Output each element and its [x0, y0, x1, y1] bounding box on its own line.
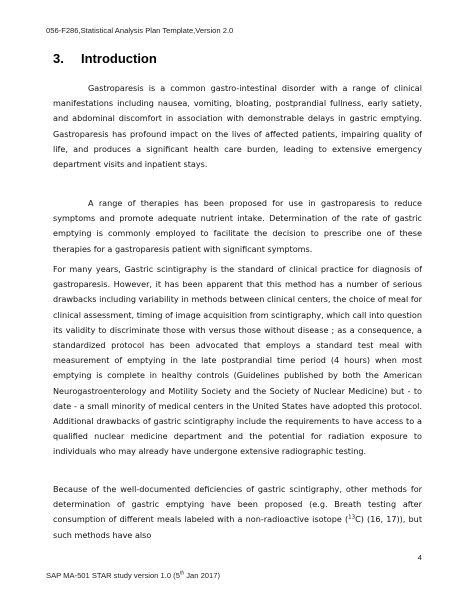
isotope-superscript: 13	[348, 514, 356, 521]
paragraph	[53, 482, 422, 543]
section-number: 3.	[53, 51, 64, 66]
page-header: 056-F286,Statistical Analysis Plan Template,Version 2.0	[46, 26, 234, 35]
section-heading	[53, 51, 157, 66]
paragraph	[53, 262, 422, 460]
paragraph	[53, 196, 422, 257]
page-footer	[46, 571, 220, 580]
footer-superscript: th	[179, 570, 185, 577]
section-title: Introduction	[81, 51, 157, 66]
footer-text: SAP MA-501 STAR study version 1.0 (5	[46, 571, 180, 580]
paragraph	[53, 81, 422, 172]
paragraph-text: Gastroparesis is a common gastro-intestinal disorder with a range of clinical manifestations including nausea, vomiting, bloating, postprandial fullness, early satiety, and abdominal discomfort in association with demonstrable delays in gastric emptying. Gastroparesis has profound impact on the lives of affected patients, impairing quality of life, and produces a significant health care burden, leading to extensive emergency department visits and inpatient stays.	[53, 83, 422, 170]
paragraph-text: Because of the well-documented deficiencies of gastric scintigraphy, other methods for determination of gastric emptying have been proposed (e.g. Breath testing after consumption of different meals labeled with a non-radioactive isotope (	[53, 484, 422, 525]
paragraph-text: For many years, Gastric scintigraphy is the standard of clinical practice for diagnosis of gastroparesis. However, it has been apparent that this method has a number of serious drawbacks including variability in methods between clinical centers, the choice of meal for clinical assessment, timing of image acquisition from scintigraphy, which call into question its validity to discriminate those with versus those without disease ; as a consequence, a standardized protocol has been advocated that employs a standard test meal with measurement of emptying in the late postprandial time period (4 hours) when most emptying is complete in healthy controls (Guidelines published by both the American Neurogastroenterology and Motility Society and the Society of Nuclear Medicine) but - to date - a small minority of medical centers in the United States have adopted this protocol. Additional drawbacks of gastric scintigraphy include the requirements to have access to a qualified nuclear medicine department and the potential for radiation exposure to individuals who may already have undergone extensive radiographic testing.	[53, 264, 422, 457]
paragraph-text: A range of therapies has been proposed for use in gastroparesis to reduce symptoms and promote adequate nutrient intake. Determination of the rate of gastric emptying is commonly employed to facilitate the decision to prescribe one of these therapies for a gastroparesis patient with significant symptoms.	[53, 198, 422, 254]
page-number: 4	[417, 553, 422, 562]
footer-text-continued: Jan 2017)	[184, 571, 220, 580]
paragraph-text-continued: C) (16, 17)), but such methods have also	[53, 514, 422, 540]
